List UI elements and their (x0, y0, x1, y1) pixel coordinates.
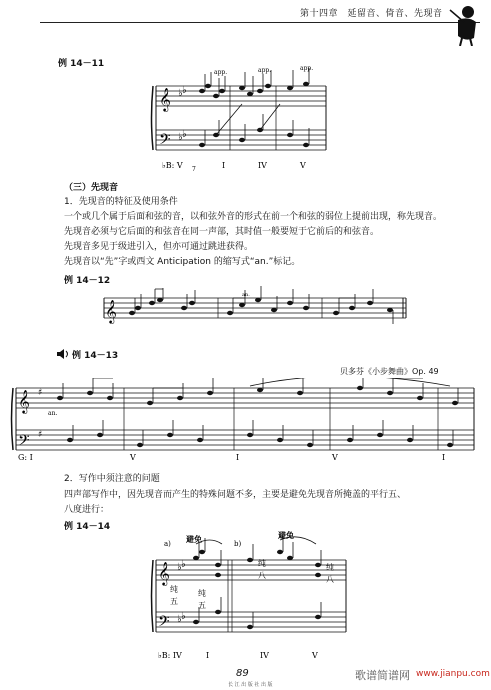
source-citation: 贝多芬《小步舞曲》Op. 49 (340, 367, 439, 376)
svg-text:♭: ♭ (181, 611, 186, 622)
speaker-icon (56, 348, 70, 360)
svg-text:𝄞: 𝄞 (158, 561, 170, 585)
svg-text:♯: ♯ (38, 430, 43, 440)
avoid-label-2: 避免 (278, 530, 294, 540)
watermark-url: www.jianpu.com (416, 669, 490, 679)
svg-text:♯: ♯ (38, 388, 43, 398)
ex11-roman-1: I (222, 161, 226, 170)
ex13-roman-4: I (442, 453, 446, 462)
label-chun-2: 纯 (198, 589, 206, 598)
app-mark-2: app. (258, 67, 272, 74)
ex14-part-a: a) (164, 540, 171, 548)
ex14-roman-3: V (312, 651, 318, 660)
svg-text:𝄢: 𝄢 (158, 613, 170, 634)
section-title: （三）先现音 (64, 183, 119, 193)
label-chun-3: 纯 (258, 559, 266, 568)
svg-text:♭: ♭ (182, 129, 187, 140)
svg-text:♭: ♭ (178, 88, 183, 99)
ex13-roman-3: V (332, 453, 338, 462)
example-label-14-11: 例 14－11 (58, 59, 105, 69)
ex11-key: ♭B: V (162, 161, 183, 170)
label-chun-1: 纯 (170, 585, 178, 594)
app-mark-1: app. (214, 69, 228, 76)
svg-text:♭: ♭ (178, 132, 183, 143)
label-ba-1: 八 (258, 571, 266, 580)
svg-text:𝄞: 𝄞 (159, 87, 171, 111)
ex13-roman-1: V (130, 453, 136, 462)
example-label-14-14: 例 14－14 (64, 522, 111, 532)
svg-text:♭: ♭ (177, 614, 182, 625)
ex13-key: G: I (18, 453, 33, 462)
watermark-text: 歌谱简谱网 (355, 669, 410, 682)
paragraph-5: 四声部写作中，因先现音而产生的特殊问题不多，主要是避免先现音所掩盖的平行五、 (64, 490, 407, 500)
svg-text:𝄢: 𝄢 (18, 432, 30, 453)
svg-text:♭: ♭ (181, 559, 186, 570)
paragraph-6: 八度进行： (64, 505, 110, 515)
avoid-label-1: 避免 (186, 534, 202, 544)
paragraph-4: 先现音以“先”字或西文 Anticipation 的缩写式“an.”标记。 (64, 257, 301, 267)
paragraph-1: 一个或几个属于后面和弦的音，以和弦外音的形式在前一个和弦的弱位上提前出现，称先现音。 (64, 212, 443, 222)
svg-text:𝄢: 𝄢 (159, 131, 171, 152)
score-14-13 (10, 378, 478, 466)
paragraph-3: 先现音多见于级进引入，但亦可通过跳进获得。 (64, 242, 254, 252)
ex13-roman-2: I (236, 453, 240, 462)
svg-text:♭: ♭ (177, 562, 182, 573)
svg-text:𝄞: 𝄞 (105, 299, 117, 323)
example-label-14-13: 例 14－13 (72, 351, 119, 361)
label-chun-4: 纯 (326, 563, 334, 572)
example-label-14-12: 例 14－12 (64, 276, 111, 286)
paragraph-2: 先现音必须与它后面的和弦音在同一声部，其时值一般要短于它前后的和弦音。 (64, 227, 380, 237)
ex14-roman-1: I (206, 651, 210, 660)
score-14-14 (150, 530, 370, 666)
label-wu-2: 五 (198, 601, 206, 610)
ex14-part-b: b) (234, 540, 242, 548)
score-14-11 (150, 64, 330, 174)
subsection-2: 2．写作中须注意的问题 (64, 474, 160, 484)
ex11-roman-2: IV (258, 161, 267, 170)
score-14-12 (100, 284, 410, 332)
app-mark-3: app. (300, 65, 314, 72)
label-ba-2: 八 (326, 575, 334, 584)
ex13-an-mark: an. (48, 410, 58, 417)
header-rule (40, 22, 480, 23)
conductor-logo-icon (440, 2, 484, 46)
ex11-sub: 7 (192, 166, 196, 173)
subsection-1: 1．先现音的特征及使用条件 (64, 197, 178, 207)
printer-note: 长 江 出 版 社 出 版 (228, 682, 273, 688)
page-number: 89 (236, 668, 249, 679)
an-mark: an. (242, 292, 250, 298)
label-wu-1: 五 (170, 597, 178, 606)
ex14-roman-2: IV (260, 651, 269, 660)
svg-text:♭: ♭ (182, 85, 187, 96)
svg-text:𝄞: 𝄞 (18, 389, 30, 413)
ex14-key: ♭B: IV (158, 651, 182, 660)
chapter-header: 第十四章 延留音、倚音、先现音 (300, 9, 443, 19)
ex11-roman-3: V (300, 161, 306, 170)
